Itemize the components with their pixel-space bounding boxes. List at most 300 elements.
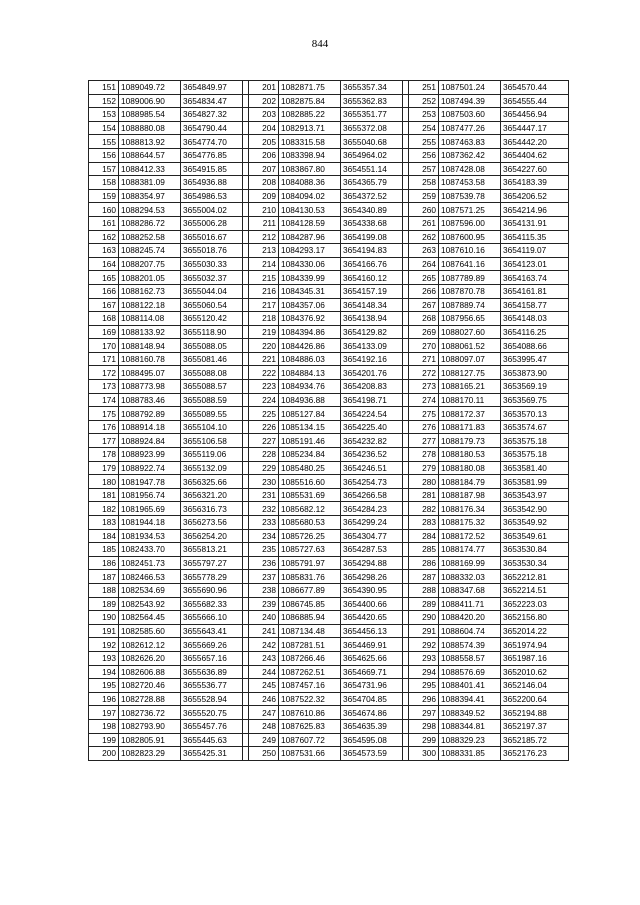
x-coordinate-cell: 1087610.16 xyxy=(439,244,501,258)
point-number-cell: 181 xyxy=(89,488,119,502)
y-coordinate-cell: 3655016.67 xyxy=(181,230,243,244)
y-coordinate-cell: 3652014.22 xyxy=(501,624,569,638)
y-coordinate-cell: 3655120.42 xyxy=(181,312,243,326)
y-coordinate-cell: 3654469.91 xyxy=(341,638,403,652)
table-row xyxy=(89,692,569,706)
y-coordinate-cell: 3654304.77 xyxy=(341,529,403,543)
table-row xyxy=(89,176,569,190)
point-number-cell: 198 xyxy=(89,719,119,733)
point-number-cell: 254 xyxy=(409,121,439,135)
x-coordinate-cell: 1082823.29 xyxy=(119,747,181,761)
x-coordinate-cell: 1085134.15 xyxy=(279,420,341,434)
x-coordinate-cell: 1082805.91 xyxy=(119,733,181,747)
point-number-cell: 288 xyxy=(409,583,439,597)
table-row xyxy=(89,434,569,448)
point-number-cell: 237 xyxy=(249,570,279,584)
y-coordinate-cell: 3654400.66 xyxy=(341,597,403,611)
y-coordinate-cell: 3654138.94 xyxy=(341,312,403,326)
point-number-cell: 207 xyxy=(249,162,279,176)
point-number-cell: 202 xyxy=(249,94,279,108)
table-row xyxy=(89,529,569,543)
x-coordinate-cell: 1083867.80 xyxy=(279,162,341,176)
y-coordinate-cell: 3654163.74 xyxy=(501,271,569,285)
y-coordinate-cell: 3654206.52 xyxy=(501,189,569,203)
table-row xyxy=(89,244,569,258)
x-coordinate-cell: 1087134.48 xyxy=(279,624,341,638)
y-coordinate-cell: 3654194.83 xyxy=(341,244,403,258)
point-number-cell: 249 xyxy=(249,733,279,747)
point-number-cell: 248 xyxy=(249,719,279,733)
point-number-cell: 211 xyxy=(249,216,279,230)
table-row xyxy=(89,679,569,693)
y-coordinate-cell: 3654133.09 xyxy=(341,339,403,353)
point-number-cell: 236 xyxy=(249,556,279,570)
y-coordinate-cell: 3654555.44 xyxy=(501,94,569,108)
point-number-cell: 216 xyxy=(249,284,279,298)
x-coordinate-cell: 1085191.46 xyxy=(279,434,341,448)
x-coordinate-cell: 1084357.06 xyxy=(279,298,341,312)
point-number-cell: 205 xyxy=(249,135,279,149)
x-coordinate-cell: 1082585.60 xyxy=(119,624,181,638)
point-number-cell: 219 xyxy=(249,325,279,339)
point-number-cell: 156 xyxy=(89,148,119,162)
point-number-cell: 276 xyxy=(409,420,439,434)
x-coordinate-cell: 1088245.74 xyxy=(119,244,181,258)
x-coordinate-cell: 1085127.84 xyxy=(279,407,341,421)
x-coordinate-cell: 1088331.85 xyxy=(439,747,501,761)
x-coordinate-cell: 1082626.20 xyxy=(119,651,181,665)
point-number-cell: 174 xyxy=(89,393,119,407)
table-row xyxy=(89,570,569,584)
table-row xyxy=(89,407,569,421)
x-coordinate-cell: 1084339.99 xyxy=(279,271,341,285)
y-coordinate-cell: 3653575.18 xyxy=(501,434,569,448)
point-number-cell: 289 xyxy=(409,597,439,611)
x-coordinate-cell: 1088027.60 xyxy=(439,325,501,339)
x-coordinate-cell: 1082433.70 xyxy=(119,543,181,557)
table-row xyxy=(89,257,569,271)
y-coordinate-cell: 3654635.39 xyxy=(341,719,403,733)
y-coordinate-cell: 3655044.04 xyxy=(181,284,243,298)
y-coordinate-cell: 3654161.81 xyxy=(501,284,569,298)
point-number-cell: 184 xyxy=(89,529,119,543)
point-number-cell: 287 xyxy=(409,570,439,584)
y-coordinate-cell: 3655682.33 xyxy=(181,597,243,611)
x-coordinate-cell: 1087539.78 xyxy=(439,189,501,203)
x-coordinate-cell: 1087789.89 xyxy=(439,271,501,285)
x-coordinate-cell: 1088180.53 xyxy=(439,448,501,462)
point-number-cell: 265 xyxy=(409,271,439,285)
table-row xyxy=(89,638,569,652)
x-coordinate-cell: 1088207.75 xyxy=(119,257,181,271)
x-coordinate-cell: 1082736.72 xyxy=(119,706,181,720)
x-coordinate-cell: 1088127.75 xyxy=(439,366,501,380)
point-number-cell: 168 xyxy=(89,312,119,326)
x-coordinate-cell: 1087262.51 xyxy=(279,665,341,679)
x-coordinate-cell: 1089006.90 xyxy=(119,94,181,108)
x-coordinate-cell: 1088061.52 xyxy=(439,339,501,353)
point-number-cell: 230 xyxy=(249,475,279,489)
x-coordinate-cell: 1087501.24 xyxy=(439,81,501,95)
point-number-cell: 300 xyxy=(409,747,439,761)
x-coordinate-cell: 1085831.76 xyxy=(279,570,341,584)
x-coordinate-cell: 1088985.54 xyxy=(119,108,181,122)
x-coordinate-cell: 1085727.63 xyxy=(279,543,341,557)
x-coordinate-cell: 1088924.84 xyxy=(119,434,181,448)
y-coordinate-cell: 3653549.92 xyxy=(501,516,569,530)
table-row xyxy=(89,420,569,434)
y-coordinate-cell: 3654160.12 xyxy=(341,271,403,285)
y-coordinate-cell: 3652197.37 xyxy=(501,719,569,733)
y-coordinate-cell: 3652194.88 xyxy=(501,706,569,720)
x-coordinate-cell: 1087571.25 xyxy=(439,203,501,217)
x-coordinate-cell: 1088495.07 xyxy=(119,366,181,380)
x-coordinate-cell: 1088411.71 xyxy=(439,597,501,611)
y-coordinate-cell: 3655040.68 xyxy=(341,135,403,149)
y-coordinate-cell: 3654704.85 xyxy=(341,692,403,706)
table-row xyxy=(89,747,569,761)
x-coordinate-cell: 1087281.51 xyxy=(279,638,341,652)
y-coordinate-cell: 3654225.40 xyxy=(341,420,403,434)
y-coordinate-cell: 3655669.26 xyxy=(181,638,243,652)
point-number-cell: 227 xyxy=(249,434,279,448)
y-coordinate-cell: 3655030.33 xyxy=(181,257,243,271)
x-coordinate-cell: 1087522.32 xyxy=(279,692,341,706)
point-number-cell: 258 xyxy=(409,176,439,190)
y-coordinate-cell: 3653873.90 xyxy=(501,366,569,380)
point-number-cell: 224 xyxy=(249,393,279,407)
x-coordinate-cell: 1087362.42 xyxy=(439,148,501,162)
point-number-cell: 210 xyxy=(249,203,279,217)
point-number-cell: 176 xyxy=(89,420,119,434)
y-coordinate-cell: 3653530.34 xyxy=(501,556,569,570)
point-number-cell: 273 xyxy=(409,380,439,394)
y-coordinate-cell: 3652156.80 xyxy=(501,611,569,625)
x-coordinate-cell: 1087870.78 xyxy=(439,284,501,298)
x-coordinate-cell: 1088169.99 xyxy=(439,556,501,570)
coordinates-table-body xyxy=(89,81,569,761)
x-coordinate-cell: 1087625.83 xyxy=(279,719,341,733)
y-coordinate-cell: 3655797.27 xyxy=(181,556,243,570)
y-coordinate-cell: 3654116.25 xyxy=(501,325,569,339)
point-number-cell: 175 xyxy=(89,407,119,421)
x-coordinate-cell: 1081944.18 xyxy=(119,516,181,530)
point-number-cell: 159 xyxy=(89,189,119,203)
x-coordinate-cell: 1084345.31 xyxy=(279,284,341,298)
coordinates-table xyxy=(88,80,569,761)
y-coordinate-cell: 3655357.34 xyxy=(341,81,403,95)
point-number-cell: 278 xyxy=(409,448,439,462)
point-number-cell: 297 xyxy=(409,706,439,720)
y-coordinate-cell: 3651974.94 xyxy=(501,638,569,652)
table-row xyxy=(89,81,569,95)
x-coordinate-cell: 1088914.18 xyxy=(119,420,181,434)
point-number-cell: 197 xyxy=(89,706,119,720)
point-number-cell: 152 xyxy=(89,94,119,108)
x-coordinate-cell: 1087463.83 xyxy=(439,135,501,149)
y-coordinate-cell: 3654456.13 xyxy=(341,624,403,638)
x-coordinate-cell: 1088176.34 xyxy=(439,502,501,516)
x-coordinate-cell: 1087641.16 xyxy=(439,257,501,271)
point-number-cell: 158 xyxy=(89,176,119,190)
point-number-cell: 244 xyxy=(249,665,279,679)
point-number-cell: 195 xyxy=(89,679,119,693)
y-coordinate-cell: 3654208.83 xyxy=(341,380,403,394)
point-number-cell: 221 xyxy=(249,352,279,366)
y-coordinate-cell: 3654573.59 xyxy=(341,747,403,761)
x-coordinate-cell: 1088179.73 xyxy=(439,434,501,448)
point-number-cell: 199 xyxy=(89,733,119,747)
x-coordinate-cell: 1088773.98 xyxy=(119,380,181,394)
table-row xyxy=(89,162,569,176)
point-number-cell: 167 xyxy=(89,298,119,312)
x-coordinate-cell: 1088286.72 xyxy=(119,216,181,230)
y-coordinate-cell: 3654246.51 xyxy=(341,461,403,475)
y-coordinate-cell: 3654192.16 xyxy=(341,352,403,366)
y-coordinate-cell: 3656325.66 xyxy=(181,475,243,489)
point-number-cell: 209 xyxy=(249,189,279,203)
point-number-cell: 264 xyxy=(409,257,439,271)
x-coordinate-cell: 1085531.69 xyxy=(279,488,341,502)
point-number-cell: 298 xyxy=(409,719,439,733)
x-coordinate-cell: 1088332.03 xyxy=(439,570,501,584)
x-coordinate-cell: 1089049.72 xyxy=(119,81,181,95)
x-coordinate-cell: 1088420.20 xyxy=(439,611,501,625)
x-coordinate-cell: 1084293.17 xyxy=(279,244,341,258)
y-coordinate-cell: 3654201.76 xyxy=(341,366,403,380)
y-coordinate-cell: 3655006.28 xyxy=(181,216,243,230)
point-number-cell: 218 xyxy=(249,312,279,326)
point-number-cell: 260 xyxy=(409,203,439,217)
point-number-cell: 293 xyxy=(409,651,439,665)
x-coordinate-cell: 1088381.09 xyxy=(119,176,181,190)
table-row xyxy=(89,719,569,733)
y-coordinate-cell: 3655362.83 xyxy=(341,94,403,108)
point-number-cell: 294 xyxy=(409,665,439,679)
y-coordinate-cell: 3654236.52 xyxy=(341,448,403,462)
point-number-cell: 177 xyxy=(89,434,119,448)
y-coordinate-cell: 3654266.58 xyxy=(341,488,403,502)
x-coordinate-cell: 1087596.00 xyxy=(439,216,501,230)
point-number-cell: 269 xyxy=(409,325,439,339)
table-row xyxy=(89,665,569,679)
x-coordinate-cell: 1087477.26 xyxy=(439,121,501,135)
y-coordinate-cell: 3653549.61 xyxy=(501,529,569,543)
y-coordinate-cell: 3652223.03 xyxy=(501,597,569,611)
point-number-cell: 275 xyxy=(409,407,439,421)
x-coordinate-cell: 1085234.84 xyxy=(279,448,341,462)
table-row xyxy=(89,461,569,475)
x-coordinate-cell: 1082466.53 xyxy=(119,570,181,584)
point-number-cell: 208 xyxy=(249,176,279,190)
y-coordinate-cell: 3654625.66 xyxy=(341,651,403,665)
point-number-cell: 180 xyxy=(89,475,119,489)
x-coordinate-cell: 1083398.94 xyxy=(279,148,341,162)
x-coordinate-cell: 1087453.58 xyxy=(439,176,501,190)
y-coordinate-cell: 3654294.88 xyxy=(341,556,403,570)
page-number: 844 xyxy=(311,38,329,50)
y-coordinate-cell: 3654232.82 xyxy=(341,434,403,448)
point-number-cell: 196 xyxy=(89,692,119,706)
y-coordinate-cell: 3655457.76 xyxy=(181,719,243,733)
y-coordinate-cell: 3655425.31 xyxy=(181,747,243,761)
point-number-cell: 274 xyxy=(409,393,439,407)
point-number-cell: 267 xyxy=(409,298,439,312)
x-coordinate-cell: 1088174.77 xyxy=(439,543,501,557)
y-coordinate-cell: 3654298.26 xyxy=(341,570,403,584)
x-coordinate-cell: 1087266.46 xyxy=(279,651,341,665)
y-coordinate-cell: 3654158.77 xyxy=(501,298,569,312)
y-coordinate-cell: 3655089.55 xyxy=(181,407,243,421)
point-number-cell: 155 xyxy=(89,135,119,149)
point-number-cell: 172 xyxy=(89,366,119,380)
point-number-cell: 284 xyxy=(409,529,439,543)
point-number-cell: 270 xyxy=(409,339,439,353)
x-coordinate-cell: 1088187.98 xyxy=(439,488,501,502)
x-coordinate-cell: 1088133.92 xyxy=(119,325,181,339)
x-coordinate-cell: 1086745.85 xyxy=(279,597,341,611)
point-number-cell: 245 xyxy=(249,679,279,693)
y-coordinate-cell: 3654456.94 xyxy=(501,108,569,122)
table-row xyxy=(89,189,569,203)
y-coordinate-cell: 3654390.95 xyxy=(341,583,403,597)
point-number-cell: 188 xyxy=(89,583,119,597)
y-coordinate-cell: 3655088.59 xyxy=(181,393,243,407)
y-coordinate-cell: 3653575.18 xyxy=(501,448,569,462)
y-coordinate-cell: 3654166.76 xyxy=(341,257,403,271)
point-number-cell: 247 xyxy=(249,706,279,720)
x-coordinate-cell: 1082534.69 xyxy=(119,583,181,597)
y-coordinate-cell: 3654964.02 xyxy=(341,148,403,162)
x-coordinate-cell: 1088558.57 xyxy=(439,651,501,665)
table-row xyxy=(89,203,569,217)
point-number-cell: 268 xyxy=(409,312,439,326)
x-coordinate-cell: 1088201.05 xyxy=(119,271,181,285)
point-number-cell: 240 xyxy=(249,611,279,625)
y-coordinate-cell: 3654299.24 xyxy=(341,516,403,530)
table-row xyxy=(89,624,569,638)
x-coordinate-cell: 1088170.11 xyxy=(439,393,501,407)
point-number-cell: 295 xyxy=(409,679,439,693)
x-coordinate-cell: 1084394.86 xyxy=(279,325,341,339)
point-number-cell: 220 xyxy=(249,339,279,353)
x-coordinate-cell: 1088813.92 xyxy=(119,135,181,149)
point-number-cell: 162 xyxy=(89,230,119,244)
x-coordinate-cell: 1082543.92 xyxy=(119,597,181,611)
y-coordinate-cell: 3654115.35 xyxy=(501,230,569,244)
y-coordinate-cell: 3654157.19 xyxy=(341,284,403,298)
y-coordinate-cell: 3655520.75 xyxy=(181,706,243,720)
x-coordinate-cell: 1085791.97 xyxy=(279,556,341,570)
y-coordinate-cell: 3655106.58 xyxy=(181,434,243,448)
x-coordinate-cell: 1081956.74 xyxy=(119,488,181,502)
point-number-cell: 235 xyxy=(249,543,279,557)
table-row xyxy=(89,339,569,353)
x-coordinate-cell: 1084376.92 xyxy=(279,312,341,326)
point-number-cell: 206 xyxy=(249,148,279,162)
x-coordinate-cell: 1088792.89 xyxy=(119,407,181,421)
point-number-cell: 259 xyxy=(409,189,439,203)
point-number-cell: 201 xyxy=(249,81,279,95)
x-coordinate-cell: 1088165.21 xyxy=(439,380,501,394)
y-coordinate-cell: 3655132.09 xyxy=(181,461,243,475)
x-coordinate-cell: 1081947.78 xyxy=(119,475,181,489)
table-row xyxy=(89,706,569,720)
point-number-cell: 253 xyxy=(409,108,439,122)
y-coordinate-cell: 3655690.96 xyxy=(181,583,243,597)
point-number-cell: 266 xyxy=(409,284,439,298)
table-row xyxy=(89,366,569,380)
point-number-cell: 233 xyxy=(249,516,279,530)
y-coordinate-cell: 3655643.41 xyxy=(181,624,243,638)
point-number-cell: 238 xyxy=(249,583,279,597)
y-coordinate-cell: 3655778.29 xyxy=(181,570,243,584)
x-coordinate-cell: 1087494.39 xyxy=(439,94,501,108)
y-coordinate-cell: 3653542.90 xyxy=(501,502,569,516)
table-row xyxy=(89,352,569,366)
point-number-cell: 166 xyxy=(89,284,119,298)
point-number-cell: 185 xyxy=(89,543,119,557)
y-coordinate-cell: 3654776.85 xyxy=(181,148,243,162)
x-coordinate-cell: 1088184.79 xyxy=(439,475,501,489)
point-number-cell: 160 xyxy=(89,203,119,217)
x-coordinate-cell: 1088401.41 xyxy=(439,679,501,693)
x-coordinate-cell: 1088923.99 xyxy=(119,448,181,462)
x-coordinate-cell: 1088783.46 xyxy=(119,393,181,407)
table-row xyxy=(89,325,569,339)
x-coordinate-cell: 1088574.39 xyxy=(439,638,501,652)
y-coordinate-cell: 3652212.81 xyxy=(501,570,569,584)
y-coordinate-cell: 3655081.46 xyxy=(181,352,243,366)
x-coordinate-cell: 1084936.88 xyxy=(279,393,341,407)
y-coordinate-cell: 3654790.44 xyxy=(181,121,243,135)
point-number-cell: 291 xyxy=(409,624,439,638)
y-coordinate-cell: 3654129.82 xyxy=(341,325,403,339)
y-coordinate-cell: 3655004.02 xyxy=(181,203,243,217)
y-coordinate-cell: 3655528.94 xyxy=(181,692,243,706)
point-number-cell: 217 xyxy=(249,298,279,312)
point-number-cell: 212 xyxy=(249,230,279,244)
x-coordinate-cell: 1087956.65 xyxy=(439,312,501,326)
x-coordinate-cell: 1088394.41 xyxy=(439,692,501,706)
point-number-cell: 194 xyxy=(89,665,119,679)
table-row xyxy=(89,502,569,516)
point-number-cell: 225 xyxy=(249,407,279,421)
y-coordinate-cell: 3653543.97 xyxy=(501,488,569,502)
y-coordinate-cell: 3654287.53 xyxy=(341,543,403,557)
y-coordinate-cell: 3654254.73 xyxy=(341,475,403,489)
y-coordinate-cell: 3654148.03 xyxy=(501,312,569,326)
point-number-cell: 277 xyxy=(409,434,439,448)
table-row xyxy=(89,448,569,462)
table-row xyxy=(89,597,569,611)
x-coordinate-cell: 1084128.59 xyxy=(279,216,341,230)
x-coordinate-cell: 1088644.57 xyxy=(119,148,181,162)
x-coordinate-cell: 1082451.73 xyxy=(119,556,181,570)
table-row xyxy=(89,733,569,747)
x-coordinate-cell: 1082564.45 xyxy=(119,611,181,625)
point-number-cell: 234 xyxy=(249,529,279,543)
point-number-cell: 192 xyxy=(89,638,119,652)
y-coordinate-cell: 3654119.07 xyxy=(501,244,569,258)
x-coordinate-cell: 1084094.02 xyxy=(279,189,341,203)
x-coordinate-cell: 1088347.68 xyxy=(439,583,501,597)
x-coordinate-cell: 1088576.69 xyxy=(439,665,501,679)
table-row xyxy=(89,488,569,502)
table-row xyxy=(89,312,569,326)
x-coordinate-cell: 1087503.60 xyxy=(439,108,501,122)
table-row xyxy=(89,135,569,149)
